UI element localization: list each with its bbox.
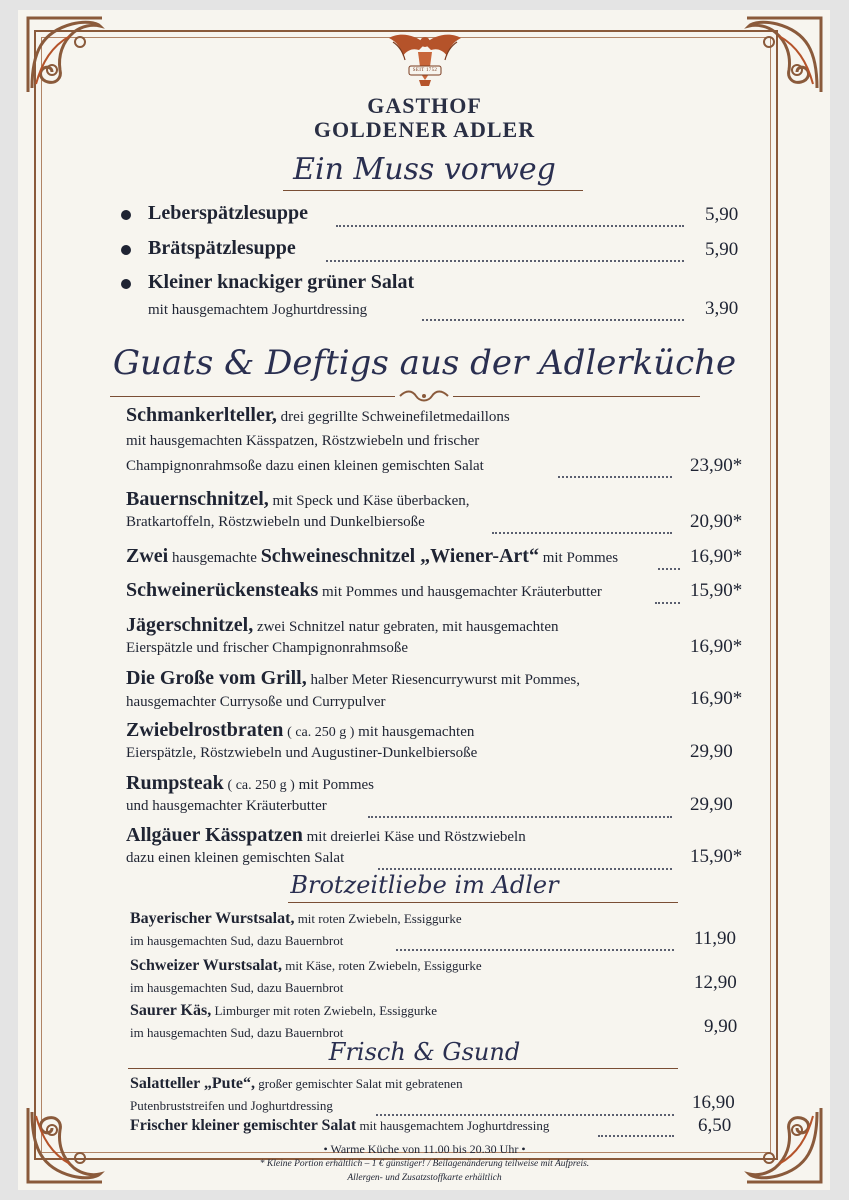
menu-item	[130, 1002, 437, 1020]
section-rule	[110, 396, 395, 397]
item-description: dazu einen kleinen gemischten Salat	[126, 850, 345, 866]
item-price: 11,90	[694, 928, 737, 949]
bullet-icon	[121, 245, 131, 255]
item-description: großer gemischter Salat mit gebratenen	[258, 1076, 463, 1091]
menu-item	[130, 957, 482, 975]
item-price: 3,90	[705, 298, 739, 319]
dot-leader	[336, 211, 684, 227]
item-description: im hausgemachten Sud, dazu Bauernbrot	[130, 1025, 344, 1040]
menu-item	[130, 1075, 463, 1093]
brand-line-2: GOLDENER ADLER	[313, 117, 536, 142]
item-price: 29,90	[690, 794, 733, 815]
section-rule	[453, 396, 700, 397]
item-description: Putenbruststreifen und Joghurtdressing	[130, 1098, 333, 1113]
item-price: 6,50	[698, 1115, 732, 1136]
item-name-prefix: Zwei	[126, 545, 169, 567]
item-description: halber Meter Riesencurrywurst mit Pommes,	[310, 672, 580, 688]
item-name: Rumpsteak	[126, 772, 224, 794]
dot-leader	[655, 588, 680, 604]
item-description: und hausgemachter Kräuterbutter	[126, 798, 327, 814]
section-title-brotzeit: Brotzeitliebe im Adler	[290, 871, 559, 899]
eagle-crest-icon	[385, 30, 465, 90]
dot-leader	[558, 462, 672, 478]
item-name: Schmankerlteller,	[126, 404, 277, 426]
section-rule	[288, 902, 678, 903]
item-description: mit Pommes	[298, 777, 374, 793]
menu-item	[126, 614, 559, 637]
item-description: zwei Schnitzel natur gebraten, mit hausgemachten	[256, 619, 559, 635]
item-name: Bauernschnitzel,	[126, 488, 269, 510]
item-name: Jägerschnitzel,	[126, 614, 254, 636]
item-description: mit Käse, roten Zwiebeln, Essiggurke	[285, 958, 482, 973]
corner-ornament-icon	[741, 12, 827, 98]
item-price: 23,90*	[690, 455, 743, 476]
dot-leader	[492, 518, 672, 534]
dot-leader	[376, 1100, 674, 1116]
bullet-icon	[121, 210, 131, 220]
menu-item	[126, 488, 470, 511]
item-price: 15,90*	[690, 580, 743, 601]
menu-item	[130, 910, 462, 928]
kitchen-hours-text: Warme Küche von 11.00 bis 20.30 Uhr	[330, 1142, 519, 1156]
item-description: mit hausgemachtem Joghurtdressing	[148, 302, 368, 318]
item-price: 29,90	[690, 741, 733, 762]
menu-item	[126, 772, 374, 795]
item-description: im hausgemachten Sud, dazu Bauernbrot	[130, 980, 344, 995]
dot-leader	[368, 802, 672, 818]
dot-leader	[396, 935, 674, 951]
item-name: Saurer Käs,	[130, 1002, 212, 1019]
logo-banner-text: SEIT 1752	[412, 68, 438, 73]
item-weight: ( ca. 250 g )	[227, 778, 295, 793]
kitchen-hours	[0, 1142, 849, 1157]
item-description: Champignonrahmsoße dazu einen kleinen gemischten Salat	[126, 458, 484, 474]
item-name: Salatteller „Pute“,	[130, 1075, 256, 1092]
item-description: mit Speck und Käse überbacken,	[272, 493, 470, 509]
item-name: Schweineschnitzel „Wiener-Art“	[260, 545, 539, 567]
item-description: mit roten Zwiebeln, Essiggurke	[297, 911, 462, 926]
item-name: Schweinerückensteaks	[126, 579, 319, 601]
item-price: 5,90	[705, 239, 739, 260]
corner-ornament-icon	[22, 12, 108, 98]
item-price: 16,90*	[690, 546, 743, 567]
dot-leader	[326, 246, 684, 262]
item-price: 15,90*	[690, 846, 743, 867]
item-name: Frischer kleiner gemischter Salat	[130, 1117, 357, 1134]
item-price: 9,90	[704, 1016, 738, 1037]
section-title-vorweg: Ein Muss vorweg	[293, 152, 556, 187]
dot-leader	[658, 554, 680, 570]
item-description: mit hausgemachten Kässpatzen, Röstzwiebeln und frischer	[126, 433, 480, 449]
item-name: Schweizer Wurstsalat,	[130, 957, 282, 974]
menu-item	[126, 579, 602, 602]
menu-item	[126, 824, 526, 847]
menu-item	[126, 404, 510, 427]
item-name: Leberspätzlesuppe	[148, 202, 308, 224]
section-rule	[283, 190, 583, 191]
item-weight: ( ca. 250 g )	[287, 725, 355, 740]
item-description: Limburger mit roten Zwiebeln, Essiggurke	[214, 1003, 437, 1018]
menu-item	[126, 545, 618, 568]
item-price: 5,90	[705, 204, 739, 225]
item-description: hausgemachter Currysoße und Currypulver	[126, 694, 386, 710]
item-description: hausgemachte	[171, 550, 257, 566]
item-price: 16,90	[692, 1092, 735, 1113]
rule-ornament-icon	[398, 389, 450, 403]
bullet-icon: •	[521, 1142, 526, 1156]
item-price: 12,90	[694, 972, 737, 993]
item-description: drei gegrillte Schweinefiletmedaillons	[280, 409, 510, 425]
dot-leader	[598, 1121, 674, 1137]
item-description: mit Pommes	[542, 550, 619, 566]
item-price: 20,90*	[690, 511, 743, 532]
menu-item	[126, 719, 474, 742]
item-description: Eierspätzle und frischer Champignonrahmsoße	[126, 640, 408, 656]
footnote-allergens: Allergen- und Zusatzstoffkarte erhältlich	[347, 1173, 502, 1183]
section-rule	[128, 1068, 678, 1069]
dot-leader	[422, 305, 684, 321]
menu-item	[126, 667, 580, 690]
bullet-icon: •	[323, 1142, 328, 1156]
item-name: Die Große vom Grill,	[126, 667, 307, 689]
item-description: mit dreierlei Käse und Röstzwiebeln	[306, 829, 526, 845]
brand-line-1: GASTHOF	[367, 93, 482, 118]
item-name: Brätspätzlesuppe	[148, 237, 296, 259]
item-description: mit hausgemachtem Joghurtdressing	[359, 1118, 550, 1133]
menu-item	[130, 1117, 549, 1135]
item-name: Allgäuer Kässpatzen	[126, 824, 303, 846]
section-title-adlerkueche: Guats & Deftigs aus der Adlerküche	[112, 343, 737, 383]
item-description: mit hausgemachten	[358, 724, 475, 740]
section-title-frisch: Frisch & Gsund	[328, 1038, 521, 1066]
item-description: Bratkartoffeln, Röstzwiebeln und Dunkelbiersoße	[126, 514, 425, 530]
item-price: 16,90*	[690, 688, 743, 709]
footnote-portion: * Kleine Portion erhältlich – 1 € günstiger! / Beilagenänderung teilweise mit Aufpreis.	[259, 1159, 590, 1169]
item-description: mit Pommes und hausgemachter Kräuterbutter	[321, 584, 602, 600]
item-name: Kleiner knackiger grüner Salat	[148, 271, 415, 293]
item-name: Zwiebelrostbraten	[126, 719, 284, 741]
item-price: 16,90*	[690, 636, 743, 657]
item-description: Eierspätzle, Röstzwiebeln und Augustiner-Dunkelbiersoße	[126, 745, 478, 761]
bullet-icon	[121, 279, 131, 289]
item-name: Bayerischer Wurstsalat,	[130, 910, 295, 927]
dot-leader	[378, 854, 672, 870]
item-description: im hausgemachten Sud, dazu Bauernbrot	[130, 933, 344, 948]
